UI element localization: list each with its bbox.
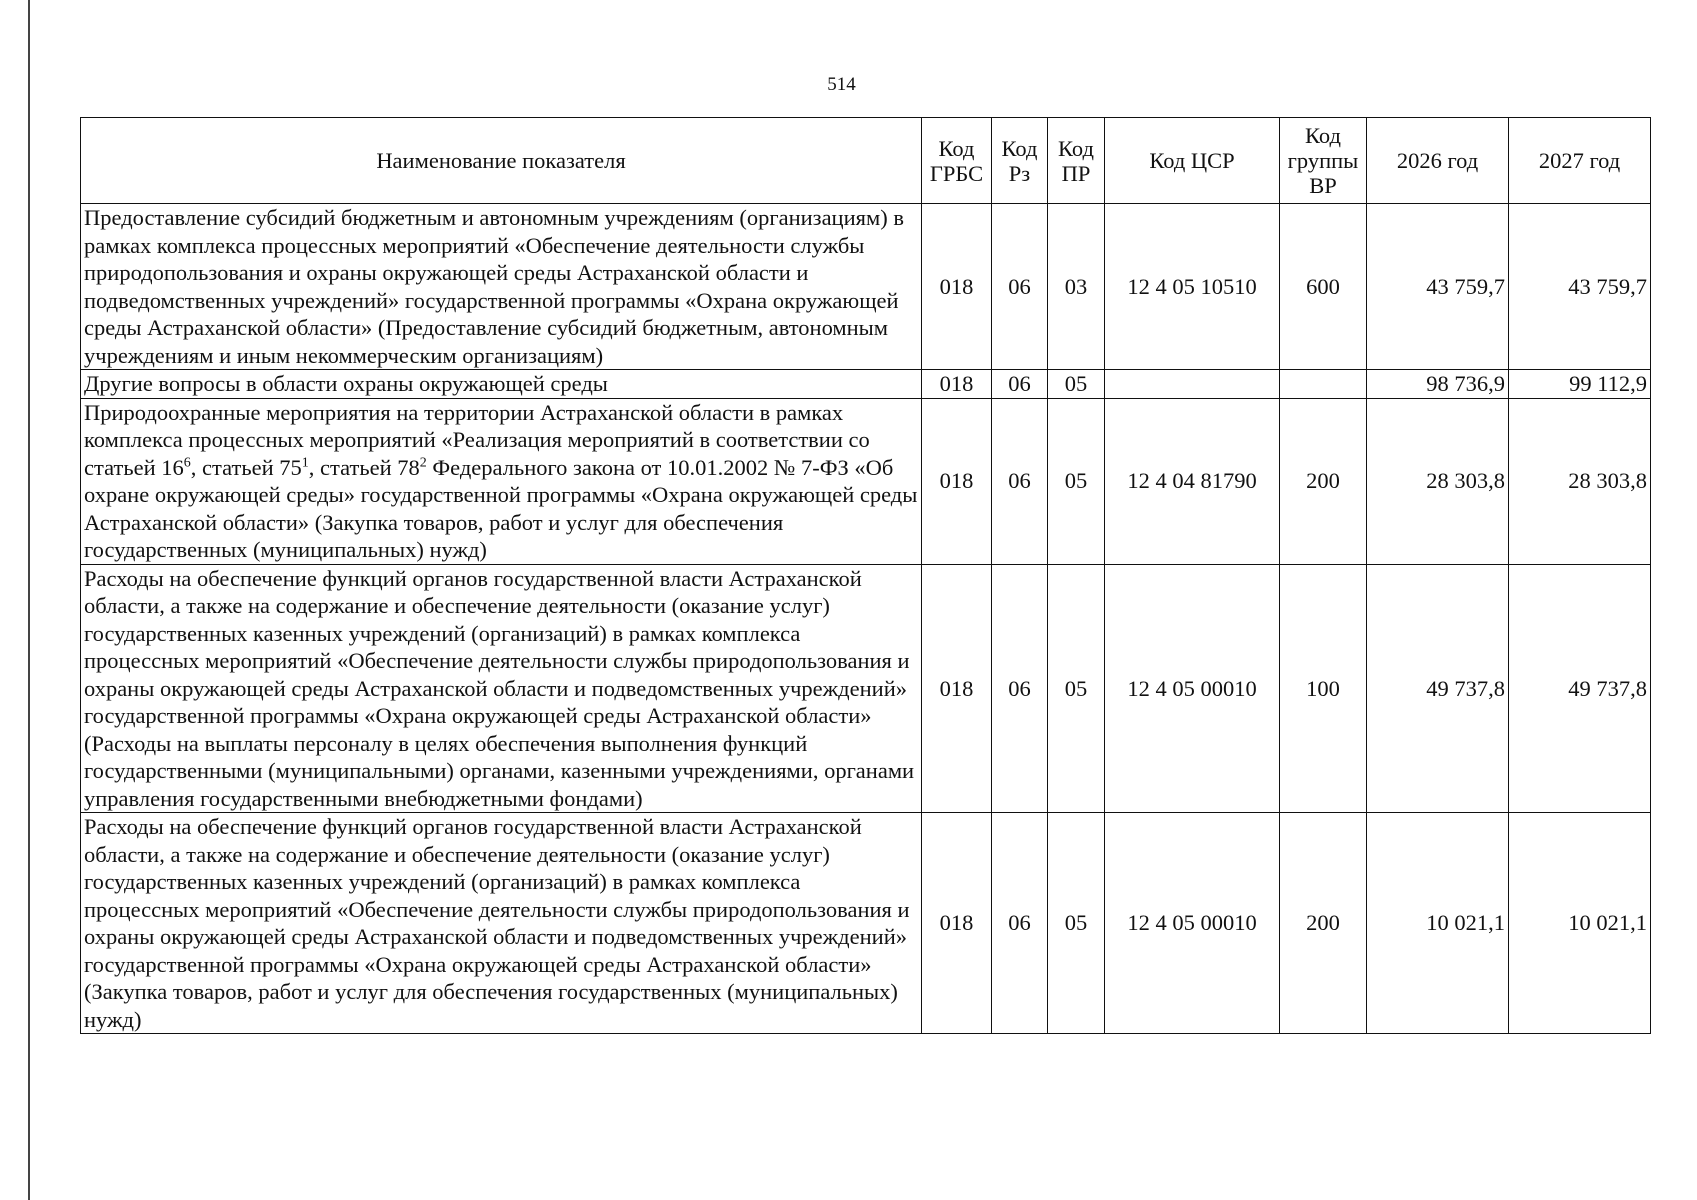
row-2027: 99 112,9 <box>1509 370 1651 399</box>
row-grbs: 018 <box>922 204 992 370</box>
row-vr: 100 <box>1280 564 1367 813</box>
row-name-part: , статьей 75 <box>190 454 302 480</box>
table-row <box>81 813 1651 1034</box>
row-rz: 06 <box>992 813 1048 1034</box>
row-2027: 10 021,1 <box>1509 813 1651 1034</box>
row-name: Другие вопросы в области охраны окружающей среды <box>81 370 922 399</box>
header-csr: Код ЦСР <box>1105 118 1280 204</box>
row-rz: 06 <box>992 564 1048 813</box>
table-row <box>81 398 1651 564</box>
row-grbs: 018 <box>922 370 992 399</box>
row-name <box>81 398 922 564</box>
row-vr: 200 <box>1280 813 1367 1034</box>
row-csr: 12 4 04 81790 <box>1105 398 1280 564</box>
table-header-row <box>81 118 1651 204</box>
table-row-subtotal <box>81 370 1651 399</box>
row-name-part: Природоохранные мероприятия на территории Астраханской области в рамках комплекса процессных мероприятий «Реализация мероприятий в соответствии со статьей 16 <box>84 399 870 480</box>
row-pr: 05 <box>1048 370 1105 399</box>
row-csr: 12 4 05 10510 <box>1105 204 1280 370</box>
row-name-part: , статьей 78 <box>308 454 420 480</box>
header-2026: 2026 год <box>1367 118 1509 204</box>
superscript: 2 <box>419 455 427 470</box>
row-rz: 06 <box>992 398 1048 564</box>
row-csr <box>1105 370 1280 399</box>
row-2026: 28 303,8 <box>1367 398 1509 564</box>
row-vr: 200 <box>1280 398 1367 564</box>
row-rz: 06 <box>992 204 1048 370</box>
row-name-part: Федерального закона от 10.01.2002 № 7-ФЗ «Об охране окружающей среды» государственной программы «Охрана окружающей среды Астраханской области» (Закупка товаров, работ и услуг для обеспечения государственных (муниципальных) нужд) <box>84 454 918 562</box>
binding-edge-line <box>28 0 30 1200</box>
row-grbs: 018 <box>922 813 992 1034</box>
row-grbs: 018 <box>922 564 992 813</box>
row-name: Расходы на обеспечение функций органов государственной власти Астраханской области, а также на содержание и обеспечение деятельности (оказание услуг) государственных казенных учреждений (организаций) в рамках комплекса процессных мероприятий «Обеспечение деятельности службы природопользования и охраны окружающей среды Астраханской области и подведомственных учреждений» государственной программы «Охрана окружающей среды Астраханской области» (Закупка товаров, работ и услуг для обеспечения государственных (муниципальных) нужд) <box>81 813 922 1034</box>
header-rz: Код Рз <box>992 118 1048 204</box>
row-name: Расходы на обеспечение функций органов государственной власти Астраханской области, а также на содержание и обеспечение деятельности (оказание услуг) государственных казенных учреждений (организаций) в рамках комплекса процессных мероприятий «Обеспечение деятельности службы природопользования и охраны окружающей среды Астраханской области и подведомственных учреждений» государственной программы «Охрана окружающей среды Астраханской области» (Расходы на выплаты персоналу в целях обеспечения выполнения функций государственными (муниципальными) органами, казенными учреждениями, органами управления государственными внебюджетными фондами) <box>81 564 922 813</box>
budget-table <box>80 117 1651 1034</box>
row-pr: 05 <box>1048 813 1105 1034</box>
header-2027: 2027 год <box>1509 118 1651 204</box>
row-rz: 06 <box>992 370 1048 399</box>
row-2026: 49 737,8 <box>1367 564 1509 813</box>
row-pr: 03 <box>1048 204 1105 370</box>
row-csr: 12 4 05 00010 <box>1105 564 1280 813</box>
row-2026: 10 021,1 <box>1367 813 1509 1034</box>
row-2026: 43 759,7 <box>1367 204 1509 370</box>
superscript: 6 <box>183 455 191 470</box>
table-row <box>81 204 1651 370</box>
page-number: 514 <box>827 74 856 95</box>
row-pr: 05 <box>1048 398 1105 564</box>
row-2027: 49 737,8 <box>1509 564 1651 813</box>
row-pr: 05 <box>1048 564 1105 813</box>
header-name: Наименование показателя <box>81 118 922 204</box>
header-vr: Код группы ВР <box>1280 118 1367 204</box>
row-2026: 98 736,9 <box>1367 370 1509 399</box>
row-2027: 28 303,8 <box>1509 398 1651 564</box>
superscript: 1 <box>301 455 309 470</box>
row-2027: 43 759,7 <box>1509 204 1651 370</box>
header-pr: Код ПР <box>1048 118 1105 204</box>
header-grbs: Код ГРБС <box>922 118 992 204</box>
row-grbs: 018 <box>922 398 992 564</box>
table-row <box>81 564 1651 813</box>
row-csr: 12 4 05 00010 <box>1105 813 1280 1034</box>
row-name: Предоставление субсидий бюджетным и автономным учреждениям (организациям) в рамках комплекса процессных мероприятий «Обеспечение деятельности службы природопользования и охраны окружающей среды Астраханской области и подведомственных учреждений» государственной программы «Охрана окружающей среды Астраханской области» (Предоставление субсидий бюджетным, автономным учреждениям и иным некоммерческим организациям) <box>81 204 922 370</box>
row-vr <box>1280 370 1367 399</box>
row-vr: 600 <box>1280 204 1367 370</box>
